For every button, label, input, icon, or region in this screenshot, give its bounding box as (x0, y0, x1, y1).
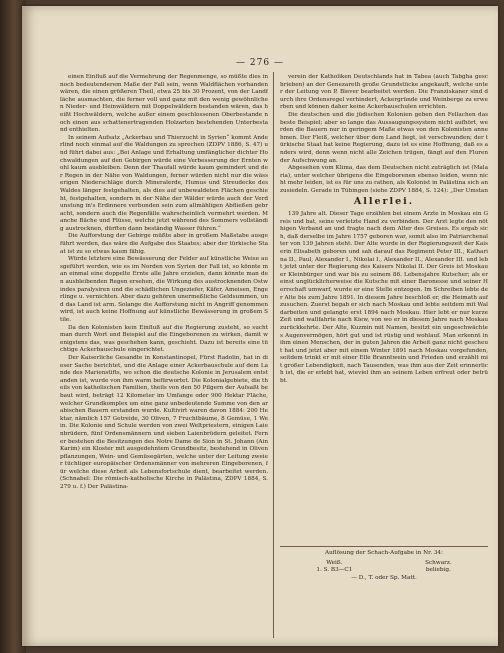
paragraph: Würde letztere eine Bewässerung der Felder auf künstliche Weise ausgeführt werden, wie es im Norden von Syrien der Fall ist, so könnte man einmal eine doppelte Ernte alle Jahre erzielen, dann könnte man den ausbleibenden Regen ersehen, die Wirkung des austrocknenden Ostwindes paralysiren und die schädlichen Ungeziefer, Käfer, Ameisen, Engerlinge u. vernichten. Aber dazu gehören unermeßliche Geldsummen, und das Land ist arm. Solange die Aufforstung nicht in Angriff genommen wird, ist auch keine Hoffnung auf künstliche Bewässerung in großem Stile. (60, 256, 268, 323)
chess-white (316, 560, 352, 575)
left-column (60, 74, 268, 634)
paragraph: Die deutschen und die jüdischen Kolonien geben den Fellachen das beste Beispiel; aber so lange das Aussaugungssystem nicht aufhört, werden die Bauern nur in geringem Maße etwas von den Kolonisten annehmen. Der Fleiß, welcher über dem Land liegt, ist verschwunden; der türkische Staat hat keine Regierung, dazu ist es eine Hoffnung, daß es anders wird, denn wenn nicht alle Zeichen trügen, fängt auf den Fluren der Aufschwung an. (280, 111, 488, 164)
book-page (22, 6, 498, 646)
section-title: Allerlei. (353, 196, 415, 207)
chess-white-label: Weiß. (326, 559, 343, 566)
paragraph: Die Aufforstung der Gebirge müßte aber in großem Maßstabe ausgeführt werden, das wäre die Aufgabe des Staates; aber der türkische Staat ist zu so etwas kaum fähig. (60, 233, 268, 255)
paragraph: 139 Jahre alt. Dieser Tage erzählen bei einem Arzte in Moskau ein Greis und bat, seine verletzte Hand zu verbinden. Der Arzt legte den nöthigen Verband an und fragte nach dem Alter des Greises. Es ergab sich, daß derselbe im Jahre 1757 geboren war, somit also im Patriarchenalter von 139 Jahren steht. Der Alte wurde in der Regierungszeit der Kaiserin Elisabeth geboren und sah darauf das Regiment Peter III., Katharina II., Paul, Alexander I., Nikolai I., Alexander II., Alexander III. und lebt jetzt unter der Regierung des Kaisers Nikolai II. Der Greis ist Moskauer Kleinbürger und war bis zu seinem 86. Lebensjahre Kutscher; als er einst unglücklicherweise die Kutsche mit einer Baronesse und seiner Herrschaft umwarf, wurde er eine Stelle entzogen. Im Schreiben lebte der Alte bis zum Jahre 1891. In diesem Jahre beschloß er, die Heimath aufzusuchen. Zuerst begab er sich nach Moskau und lebte seitdem mit Waldarbeiten und gelangte erst 1894 nach Moskau. Hier lebt er nur kurze Zeit und wallfahrte nach Kiew, von wo er in diesem Jahre nach Moskau zurückkehrte. Der Alte, Kuzmin mit Namen, besitzt ein ungeschwächtes Augenvermögen, hört gut und ist rüstig und wohlauf. Man erkennt in ihm einen Menschen, der in guten Jahren die Arbeit ganz nicht gescheut hat und jetzt aber mit einem Winter 1891 nach Moskau vorgefunden, seitdem trinkt er mit einer Elle Branntwein und Frieden und erzählt mit großer Lebendigkeit, nach Tausenden, was ihm aus der Zeit erinnerlich ist, die er erlebt hat, wieviel ihm an seinem Leben erfreut oder betrübt. (280, 211, 488, 385)
paragraph: einen Einfluß auf die Vermehrung der Regenmenge, so müßte dies in noch bedeutenderem Maße der Fall sein, wenn Waldflächen vorhanden wären, die einen größeren Theil, etwa 25 bis 30 Prozent, von der Landfläche ausmachten, die ferner voll und ganz mit den wenig gewöhnlichen Nieder- und Heinwäldern mit Doppelwäldern bestanden wären, das heißt Hochwäldern, welche außer einem geschlossenen Oberbestande noch einen aus schattenertragenden Holzarten bestehenden Unterbestand enthielten. (60, 74, 268, 134)
paragraph: Der Kaiserliche Gesandte in Konstantinopel, Fürst Radolin, hat in dieser Sache berichtet, und die Anlage einer Ackerbauschule auf dem Lande des Marienstifts, wo schon die deutsche Kolonie in Jerusalem entstanden ist, wurde von ihm warm befürwortet. Die Kolonialgebiete, die theils von katholischen Familien, theils von den 50 Pilgern der Aufsaßt bebaut wird, beträgt 12 Kilometer im Umfange oder 900 Hektar Fläche, welcher Grundkomplex um eine ganz unbedeutende Summe von den arabischen Bauern erstanden wurde. Kultivirt waren davon 1884: 200 Hektar, nämlich 157 Getreide, 30 Oliven, 7 Fruchtbäume, 8 Gemüse, 1 Wein. Die Kolonie und Schule werden von zwei Weltpriestern, einigen Laienbrüdern, fünf Ordensmännern und sieben Laienbrüdern geleitet. Ferner bestehen die Besitzungen des Notre Dame de Sion in St. Johann (Ain Karim) ein Kloster mit ausgedehntem Grundbesitz, bestehend in Olivenpflanzungen, Wein- und Gemüsegärten, welche unter der Leitung zweier tüchtiger europäischer Ordensmänner von mehreren Eingeborenen, für welche diese Arbeit als Lebensfortschule dient, bearbeitet werden. (Schnabel: Die römisch-katholische Kirche in Palästina, ZDPV 1884, S. 279 u. f.) Der Palästina- (60, 354, 268, 491)
chess-black (425, 560, 452, 575)
right-column-bottom (280, 211, 488, 531)
page-number: — 276 — (236, 58, 284, 68)
paragraph: In seinem Aufsatz „Ackerbau und Thierzucht in Syrien“ kommt Anderlind noch einmal auf die Waldungen zu sprechen (ZDPV 1886, S. 47) und führt dabei aus: „Bei Anlage und Erhaltung umfänglicher dichter Hochwaldungen auf den Gebirgen würde eine Verbesserung der Ernten wohl kaum ausbleiben. Denn der Thaufall würde kaum gemindert und der Regen in der Nähe von Waldungen, ferner würden nicht nur die wässerigen Niederschläge durch Mineralerde, Humus und Streudecke des Waldes länger festgehalten, als dies auf unbewaldeten Flächen geschieht, festgehalten, sondern in der Nähe der Wälder würde auch der Verdunstung in's Erdinnere verbunden sein zum allmähligen Abfließen gebracht, sondern auch die Regenfälle wahrscheinlich vermehrt werden. Manche Bäche und Flüsse, welche jetzt während des Sommers vollständig austrocknen, dürften dann beständig Wasser führen.“ (60, 134, 268, 232)
chess-white-move: 1. S. B3—C1 (316, 567, 353, 574)
chess-solution (280, 546, 488, 582)
chess-moves (280, 560, 488, 575)
column-divider (273, 72, 274, 638)
chess-title: Auflösung der Schach-Aufgabe in Nr. 34: (325, 550, 443, 556)
right-column-top (280, 74, 488, 194)
paragraph: verein der Katholiken Deutschlands hat in Tabea (auch Tabgha geschrieben) an der Genezareth große Grundstücke angekauft, welche unter der Leitung von P. Biever bearbeitet werden. Die Franziskaner sind durch ihre Ordensregel verhindert, Ackergründe und Weinberge zu erwerben und können daher keine Ackerbauschulen errichten. (280, 74, 488, 111)
chess-black-move: beliebig. (425, 567, 451, 574)
paragraph: Da den Kolonisten kein Einfluß auf die Regierung zusteht, so sucht man durch Wort und Beispiel auf die Eingeborenen zu wirken, damit wenigstens das, was geschehen kann, geschieht. Dazu ist bereits eine tüchtige Ackerbauschule eingerichtet. (60, 324, 268, 354)
chess-continuation: — D., T. oder Sp. Matt. (351, 574, 417, 581)
paragraph: Abgesehen vom Klima, das dem Deutschen nicht zuträglich ist (Malaria), unter welcher übrigens die Eingeborenen ebenso leiden, wenn nicht mehr leiden, ist es für uns zu rathen, als Kolonist in Palästina sich anzusiedeln. Gerade in Tübingen (siehe ZDPV 1884, S. 124): „Der Umstan (280, 165, 488, 194)
chess-black-label: Schwarz. (425, 559, 452, 566)
